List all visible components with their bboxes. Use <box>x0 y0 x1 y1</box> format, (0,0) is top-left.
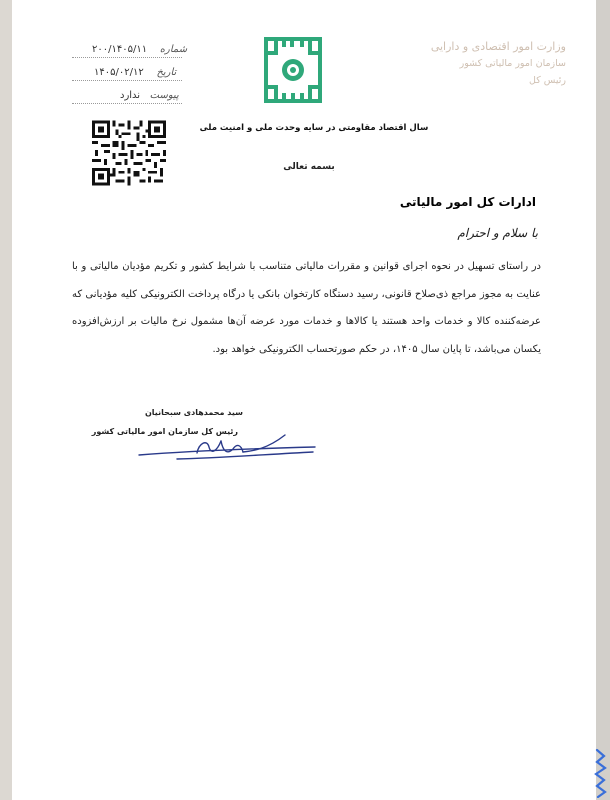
greeting: با سلام و احترام <box>457 226 538 240</box>
letter-number <box>92 44 187 55</box>
ministry-line-3: رئیس کل <box>529 75 566 86</box>
letter-date <box>94 67 176 78</box>
date-value: ۱۴۰۵/۰۲/۱۲ <box>94 67 144 78</box>
letter-attachment <box>120 90 179 101</box>
attachment-label: پیوست <box>149 90 179 101</box>
date-label: تاریخ <box>156 67 177 78</box>
recipient: ادارات کل امور مالیاتی <box>399 195 536 209</box>
ministry-heading <box>426 38 566 89</box>
attachment-dotted-line <box>72 103 182 104</box>
letter-body: در راستای تسهیل در نحوه اجرای قوانین و مقررات مالیاتی متناسب با شرایط کشور و تکریم مؤدیان مالیاتی و با عنایت به مجوز مراجع ذی‌صلاح قانونی، رسید دستگاه کارتخوان بانکی یا درگاه پرداخت الکترونیکی کلیه مؤدیانی که عرضه‌کننده کالا و خدمات واحد هستند یا کالاها و خدمات مورد عرضه آن‌ها مشمول نرخ مالیات بر ارزش‌افزوده یکسان می‌باشد، تا پایان سال ۱۴۰۵، در حکم صورتحساب الکترونیکی خواهد بود. <box>72 261 541 355</box>
ministry-line-2: سازمان امور مالیاتی کشور <box>459 58 566 69</box>
blue-scribble-mark <box>594 748 608 798</box>
left-scan-edge <box>0 0 12 800</box>
signer-name: سید محمدهادی سبحانیان <box>144 408 243 417</box>
number-label: شماره <box>159 44 188 55</box>
right-scan-edge <box>596 0 610 800</box>
tax-organization-emblem-icon <box>262 35 324 105</box>
ministry-line-1: وزارت امور اقتصادی و دارایی <box>430 40 566 53</box>
number-dotted-line <box>72 57 182 58</box>
attachment-value: ندارد <box>120 90 141 101</box>
handwritten-signature <box>137 425 317 465</box>
number-value: ۲۰۰/۱۴۰۵/۱۱ <box>92 44 148 55</box>
bismillah-heading: بسمه تعالی <box>283 162 335 172</box>
date-dotted-line <box>72 80 182 81</box>
signer-title: رئیس کل سازمان امور مالیاتی کشور <box>91 427 238 436</box>
year-slogan: سال اقتصاد مقاومتی در سایه وحدت ملی و امنیت ملی <box>199 123 429 133</box>
letter-page <box>12 0 596 800</box>
